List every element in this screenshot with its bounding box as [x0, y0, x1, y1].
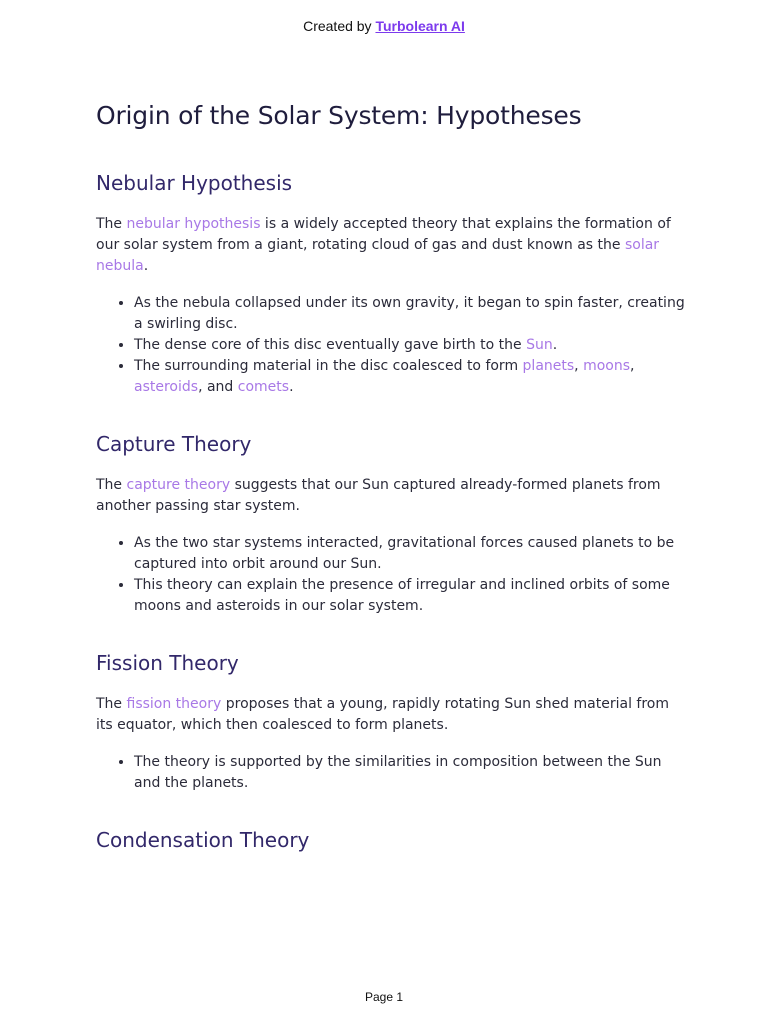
term-capture-theory: capture theory: [126, 477, 231, 493]
list-item: • The surrounding material in the disc coalesced to form planets, moons, asteroids, and comets.: [134, 356, 686, 398]
term-sun: Sun: [526, 337, 553, 353]
section-heading-fission: Fission Theory: [96, 651, 239, 675]
page-title: Origin of the Solar System: Hypotheses: [96, 101, 582, 130]
term-comets: comets: [237, 379, 290, 395]
credit-prefix: Created by: [303, 18, 376, 34]
capture-intro: The capture theory suggests that our Sun captured already-formed planets from another passing star system.: [96, 477, 661, 514]
document-body: [96, 98, 686, 854]
list-item: • The dense core of this disc eventually gave birth to the Sun.: [134, 335, 686, 356]
fission-intro: The fission theory proposes that a young, rapidly rotating Sun shed material from its equator, which then coalesced to form planets.: [96, 696, 669, 733]
term-fission-theory: fission theory: [126, 696, 222, 712]
nebular-bullet-list: [96, 293, 686, 398]
capture-bullet-list: [96, 533, 686, 617]
creator-credit: [0, 18, 768, 34]
nebular-intro: The nebular hypothesis is a widely accepted theory that explains the formation of our solar system from a giant, rotating cloud of gas and dust known as the solar nebula.: [96, 216, 671, 274]
list-item: • The theory is supported by the similarities in composition between the Sun and the planets.: [134, 752, 686, 794]
list-item: • As the nebula collapsed under its own gravity, it began to spin faster, creating a swirling disc.: [134, 293, 686, 335]
turbolearn-link[interactable]: Turbolearn AI: [375, 18, 465, 34]
term-asteroids: asteroids: [134, 379, 199, 395]
list-item: • As the two star systems interacted, gravitational forces caused planets to be captured into orbit around our Sun.: [134, 533, 686, 575]
term-moons: moons: [583, 358, 631, 374]
fission-bullet-list: [96, 752, 686, 794]
section-heading-capture: Capture Theory: [96, 432, 252, 456]
term-solar-nebula: solar nebula: [96, 237, 660, 274]
term-nebular-hypothesis: nebular hypothesis: [126, 216, 261, 232]
section-heading-nebular: Nebular Hypothesis: [96, 171, 293, 195]
page-number: Page 1: [364, 990, 404, 1004]
term-planets: planets: [522, 358, 575, 374]
list-item: • This theory can explain the presence of irregular and inclined orbits of some moons and asteroids in our solar system.: [134, 575, 686, 617]
section-heading-condensation: Condensation Theory: [96, 828, 310, 852]
